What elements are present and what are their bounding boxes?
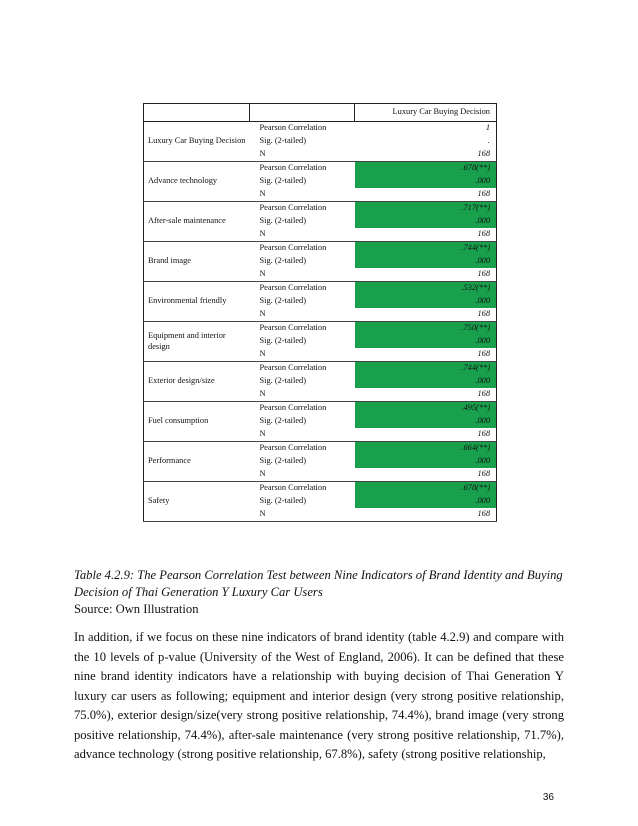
value-cell-sig: .000 [355, 255, 497, 268]
table-row [144, 322, 497, 336]
table-header-row [144, 104, 497, 122]
value-cell-pearson: .495(**) [355, 402, 497, 416]
statistic-label: Sig. (2-tailed) [259, 496, 307, 506]
statistic-label: Sig. (2-tailed) [259, 336, 307, 346]
value-cell-n: 168 [477, 389, 490, 399]
correlation-table [143, 103, 497, 522]
statistic-label: Pearson Correlation [259, 243, 327, 253]
value-cell-sig: .000 [355, 415, 497, 428]
table-row [144, 162, 497, 176]
table-row [144, 242, 497, 256]
table-row [144, 402, 497, 416]
indicator-label: Environmental friendly [148, 296, 227, 306]
statistic-label: Sig. (2-tailed) [259, 256, 307, 266]
value-cell-n: 168 [477, 189, 490, 199]
value-cell-pearson: .532(**) [355, 282, 497, 296]
value-cell-sig: .000 [355, 215, 497, 228]
value-cell-sig: .000 [355, 375, 497, 388]
statistic-header-cell [250, 104, 355, 122]
statistic-label: N [259, 429, 266, 439]
value-cell-n: 168 [477, 269, 490, 279]
value-cell-n: 168 [477, 349, 490, 359]
table-row [144, 202, 497, 216]
statistic-label: Pearson Correlation [259, 443, 327, 453]
table-row [144, 482, 497, 496]
statistic-label: Sig. (2-tailed) [259, 296, 307, 306]
indicator-label: Brand image [148, 256, 192, 266]
indicator-label: Performance [148, 456, 191, 466]
value-cell-n: 168 [477, 429, 490, 439]
value-cell-pearson: .678(**) [355, 482, 497, 496]
caption-source: Source: Own Illustration [74, 602, 199, 616]
statistic-label: Sig. (2-tailed) [259, 416, 307, 426]
value-cell-sig: .000 [355, 335, 497, 348]
statistic-label: N [259, 509, 266, 519]
statistic-label: Pearson Correlation [259, 163, 327, 173]
table-row [144, 122, 497, 136]
statistic-label: N [259, 309, 266, 319]
indicator-header-cell [144, 104, 250, 122]
page-number: 36 [542, 792, 554, 803]
statistic-label: Pearson Correlation [259, 363, 327, 373]
value-cell-pearson: .678(**) [355, 162, 497, 176]
statistic-label: Pearson Correlation [259, 483, 327, 493]
table-body [144, 122, 497, 522]
statistic-label: N [259, 149, 266, 159]
value-cell-sig: .000 [355, 495, 497, 508]
value-cell-sig: .000 [355, 295, 497, 308]
indicator-label: Luxury Car Buying Decision [148, 136, 246, 146]
statistic-label: Sig. (2-tailed) [259, 456, 307, 466]
statistic-label: Pearson Correlation [259, 403, 327, 413]
statistic-label: N [259, 389, 266, 399]
indicator-label: After-sale maintenance [148, 216, 226, 226]
value-cell-sig: . [487, 136, 490, 146]
statistic-label: Sig. (2-tailed) [259, 136, 307, 146]
header-luxury-car-buying-decision: Luxury Car Buying Decision [355, 104, 497, 122]
table-row [144, 442, 497, 456]
statistic-label: Pearson Correlation [259, 283, 327, 293]
value-cell-pearson: .744(**) [355, 362, 497, 376]
value-cell-n: 168 [477, 229, 490, 239]
indicator-label: Safety [148, 496, 170, 506]
value-cell-n: 168 [477, 509, 490, 519]
statistic-label: N [259, 189, 266, 199]
value-cell-n: 168 [477, 469, 490, 479]
value-cell-pearson: .664(**) [355, 442, 497, 456]
caption-title: Table 4.2.9: The Pearson Correlation Test between Nine Indicators of Brand Identity and Buying Decision of Thai Generation Y Luxury Car Users [74, 568, 563, 599]
indicator-label: Equipment and interior design [148, 331, 226, 351]
table-caption [74, 567, 574, 618]
value-cell-sig: .000 [355, 175, 497, 188]
indicator-label: Fuel consumption [148, 416, 209, 426]
value-cell-n: 168 [477, 149, 490, 159]
statistic-label: Pearson Correlation [259, 203, 327, 213]
table-row [144, 282, 497, 296]
statistic-label: Sig. (2-tailed) [259, 216, 307, 226]
value-cell-pearson: .750(**) [355, 322, 497, 336]
value-cell-pearson: .744(**) [355, 242, 497, 256]
value-cell-pearson: 1 [485, 123, 490, 133]
value-cell-pearson: .717(**) [355, 202, 497, 216]
indicator-label: Advance technology [148, 176, 218, 186]
statistic-label: N [259, 269, 266, 279]
statistic-label: N [259, 229, 266, 239]
statistic-label: Sig. (2-tailed) [259, 176, 307, 186]
value-cell-sig: .000 [355, 455, 497, 468]
body-paragraph: In addition, if we focus on these nine indicators of brand identity (table 4.2.9) and compare with the 10 levels of p-value (University of the West of England, 2006). It can be defined that these nine brand identity indicators have a relationship with buying decision of Thai Generation Y luxury car users as following; equipment and interior design (very strong positive relationship, 75.0%), exterior design/size(very strong positive relationship, 74.4%), brand image (very strong positive relationship, 74.4%), after-sale maintenance (very strong positive relationship, 71.7%), advance technology (strong positive relationship, 67.8%), safety (strong positive relationship, [74, 630, 564, 761]
statistic-label: N [259, 349, 266, 359]
value-cell-n: 168 [477, 309, 490, 319]
statistic-label: Pearson Correlation [259, 123, 327, 133]
statistic-label: N [259, 469, 266, 479]
statistic-label: Pearson Correlation [259, 323, 327, 333]
indicator-label: Exterior design/size [148, 376, 215, 386]
statistic-label: Sig. (2-tailed) [259, 376, 307, 386]
table-row [144, 362, 497, 376]
